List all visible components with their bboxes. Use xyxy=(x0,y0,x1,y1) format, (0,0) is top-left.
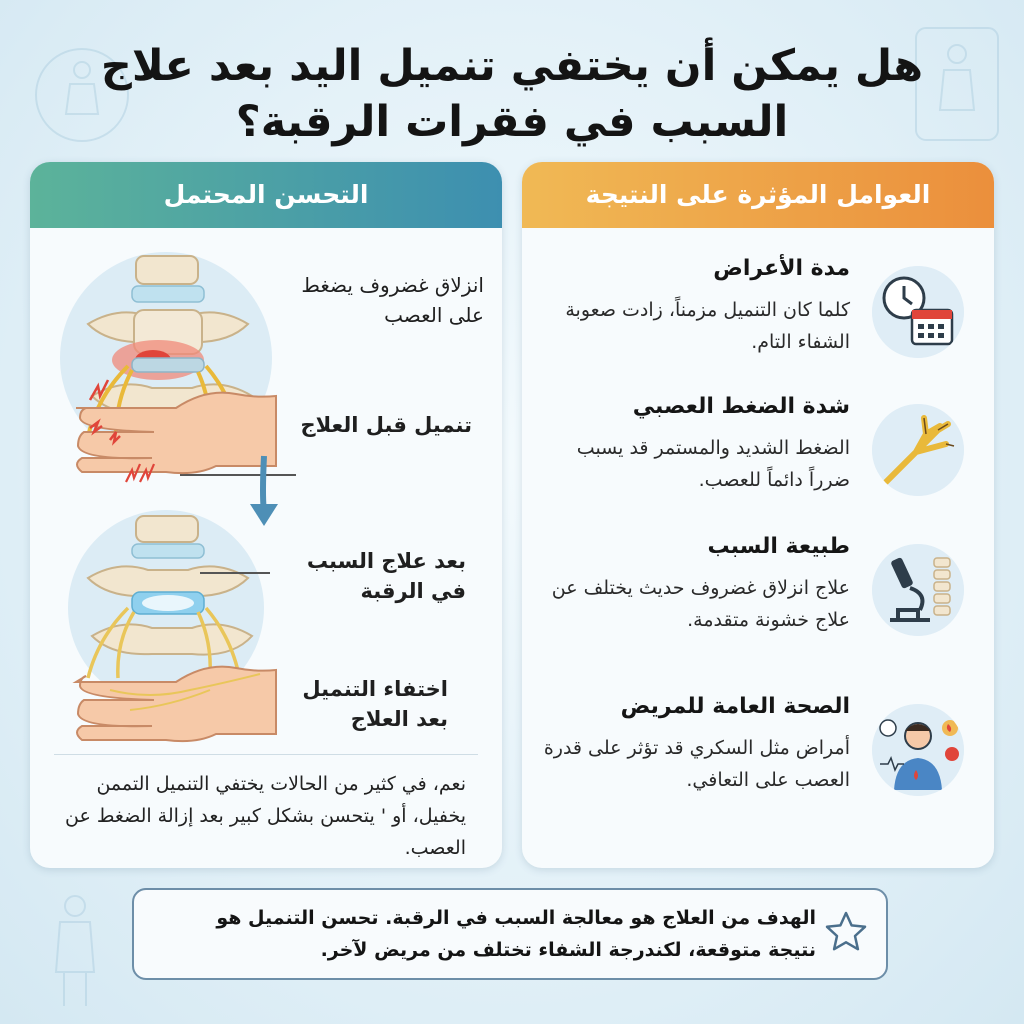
tingling-spark-icon xyxy=(84,370,124,410)
clock-calendar-icon xyxy=(872,266,964,358)
possible-improvement-panel xyxy=(30,162,502,868)
title-line-2: السبب في فقرات الرقبة؟ xyxy=(235,97,789,147)
title-line-1: هل يمكن أن يختفي تنميل اليد بعد علاج xyxy=(100,41,924,91)
factor-general-health xyxy=(543,694,970,814)
after-cause-treatment-label: بعد علاج السبب في الرقبة xyxy=(306,549,466,603)
before-treatment-label: تنميل قبل العلاج xyxy=(300,413,472,437)
left-panel-divider xyxy=(54,754,478,755)
factor-symptom-duration xyxy=(546,256,970,376)
tingling-spark-icon-bottom xyxy=(120,458,160,488)
factor-cause-nature xyxy=(546,534,970,654)
numbness-gone-label: اختفاء التنميل بعد العلاج xyxy=(302,677,448,731)
background-body-icon-bottom xyxy=(40,890,110,1010)
healed-leader-line xyxy=(200,572,270,574)
factor-title: طبيعة السبب xyxy=(707,534,850,559)
microscope-spine-icon xyxy=(872,544,964,636)
damaged-nerve-icon xyxy=(872,404,964,496)
factor-title: شدة الضغط العصبي xyxy=(632,394,850,419)
page-title xyxy=(90,38,934,150)
factor-title: الصحة العامة للمريض xyxy=(620,694,850,719)
improvement-conclusion: نعم، في كثير من الحالات يختفي التنميل التممن يخفيل، أو ' يتحسن بشكل كبير بعد إزالة الضغط عن العصب. xyxy=(65,773,466,859)
influencing-factors-header: العوامل المؤثرة على النتيجة xyxy=(522,162,994,228)
disc-herniation-label: انزلاق غضروف يضغط على العصب xyxy=(301,273,484,327)
summary-box xyxy=(132,888,888,980)
factor-desc: أمراض مثل السكري قد تؤثر على قدرة العصب على التعافي. xyxy=(543,737,850,791)
factor-desc: الضغط الشديد والمستمر قد يسبب ضرراً دائماً للعصب. xyxy=(576,437,850,491)
factor-title: مدة الأعراض xyxy=(713,256,850,281)
factor-desc: علاج انزلاق غضروف حديث يختلف عن علاج خشونة متقدمة. xyxy=(551,577,850,631)
influencing-factors-panel xyxy=(522,162,994,868)
healed-hand-illustration xyxy=(70,650,290,750)
patient-health-icon xyxy=(872,704,964,796)
factor-nerve-compression xyxy=(546,394,970,514)
factor-desc: كلما كان التنميل مزمناً، زادت صعوبة الشفاء التام. xyxy=(565,299,850,353)
possible-improvement-header: التحسن المحتمل xyxy=(30,162,502,228)
summary-text: الهدف من العلاج هو معالجة السبب في الرقبة. تحسن التنميل هو نتيجة متوقعة، لكندرجة الشفاء تختلف من مريض لآخر. xyxy=(216,907,816,961)
star-icon xyxy=(824,910,868,954)
